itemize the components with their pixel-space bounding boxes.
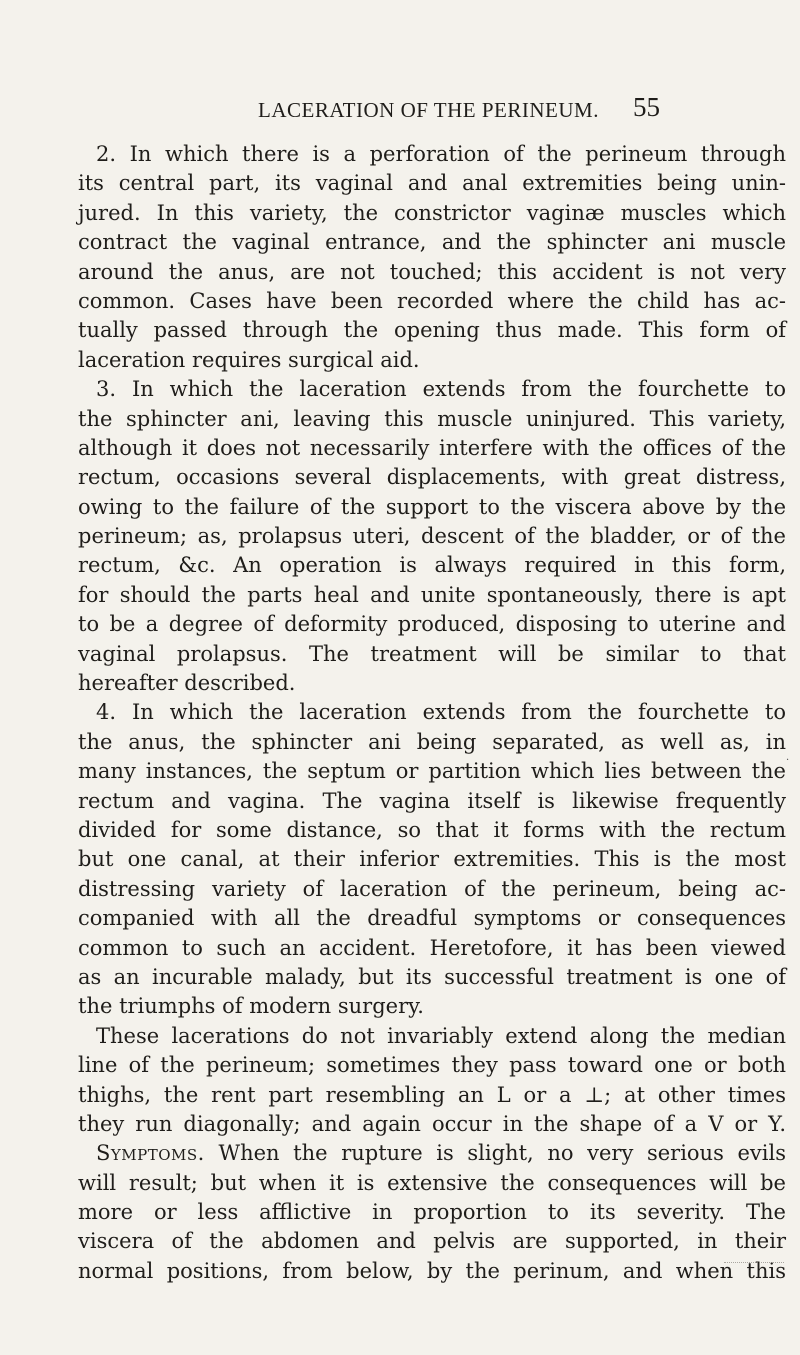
text-line: thighs, the rent part resembling an L or a ⊥; at other times xyxy=(78,1082,786,1107)
page-number: 55 xyxy=(633,92,660,122)
text-line xyxy=(78,1139,786,1168)
text-line: for should the parts heal and unite spontaneously, there is apt xyxy=(78,582,786,607)
text-line: rectum and vagina. The vagina itself is likewise frequently xyxy=(78,788,786,813)
text-line: These lacerations do not invariably extend along the median xyxy=(96,1023,786,1048)
text-line: as an incurable malady, but its successful treatment is one of xyxy=(78,964,786,989)
body-text xyxy=(78,140,786,1286)
text-line: owing to the failure of the support to the viscera above by the xyxy=(78,494,786,519)
text-line: contract the vaginal entrance, and the sphincter ani muscle xyxy=(78,230,786,255)
text-line: normal positions, from below, by the perinum, and when this xyxy=(78,1258,786,1283)
text-line: rectum, &c. An operation is always required in this form, xyxy=(78,553,786,578)
scan-artifact xyxy=(724,1262,784,1271)
text-line: common. Cases have been recorded where the child has ac- xyxy=(78,288,786,313)
text-line: they run diagonally; and again occur in the shape of a V or Y. xyxy=(78,1111,786,1136)
section-heading: Symptoms. xyxy=(96,1141,205,1166)
text-line: rectum, occasions several displacements, with great distress, xyxy=(78,465,786,490)
text-line: 4. In which the laceration extends from the fourchette to xyxy=(96,700,786,725)
text-line: the triumphs of modern surgery. xyxy=(78,994,424,1019)
text-line: companied with all the dreadful symptoms or consequences xyxy=(78,906,786,931)
text-line: vaginal prolapsus. The treatment will be similar to that xyxy=(78,641,786,666)
text-line: viscera of the abdomen and pelvis are supported, in their xyxy=(78,1229,786,1254)
line-text: When the rupture is slight, no very serious evils xyxy=(204,1141,786,1166)
text-line: to be a degree of deformity produced, disposing to uterine and xyxy=(78,612,786,637)
text-line: but one canal, at their inferior extremities. This is the most xyxy=(78,847,786,872)
text-line: distressing variety of laceration of the perineum, being ac- xyxy=(78,876,786,901)
text-line: more or less afflictive in proportion to its severity. The xyxy=(78,1200,786,1225)
text-line: laceration requires surgical aid. xyxy=(78,347,420,372)
text-line: around the anus, are not touched; this accident is not very xyxy=(78,259,786,284)
running-head: LACERATION OF THE PERINEUM. xyxy=(258,98,599,122)
text-line: the sphincter ani, leaving this muscle uninjured. This variety, xyxy=(78,406,786,431)
text-line: although it does not necessarily interfere with the offices of the xyxy=(78,435,786,460)
text-line: divided for some distance, so that it forms with the rectum xyxy=(78,817,786,842)
text-line: many instances, the septum or partition which lies between the xyxy=(78,759,786,784)
text-line: jured. In this variety, the constrictor vaginæ muscles which xyxy=(78,200,786,225)
text-line: common to such an accident. Heretofore, it has been viewed xyxy=(78,935,786,960)
text-line: will result; but when it is extensive the consequences will be xyxy=(78,1170,786,1195)
text-line: the anus, the sphincter ani being separated, as well as, in xyxy=(78,729,786,754)
text-line: hereafter described. xyxy=(78,671,296,696)
text-line: perineum; as, prolapsus uteri, descent of the bladder, or of the xyxy=(78,524,786,549)
margin-mark: · xyxy=(786,755,790,766)
text-line: line of the perineum; sometimes they pass toward one or both xyxy=(78,1053,786,1078)
page-header xyxy=(0,88,800,128)
text-line: tually passed through the opening thus made. This form of xyxy=(78,318,786,343)
text-line: its central part, its vaginal and anal extremities being unin- xyxy=(78,171,786,196)
text-line: 3. In which the laceration extends from the fourchette to xyxy=(96,377,786,402)
text-line: 2. In which there is a perforation of the perineum through xyxy=(96,142,786,166)
